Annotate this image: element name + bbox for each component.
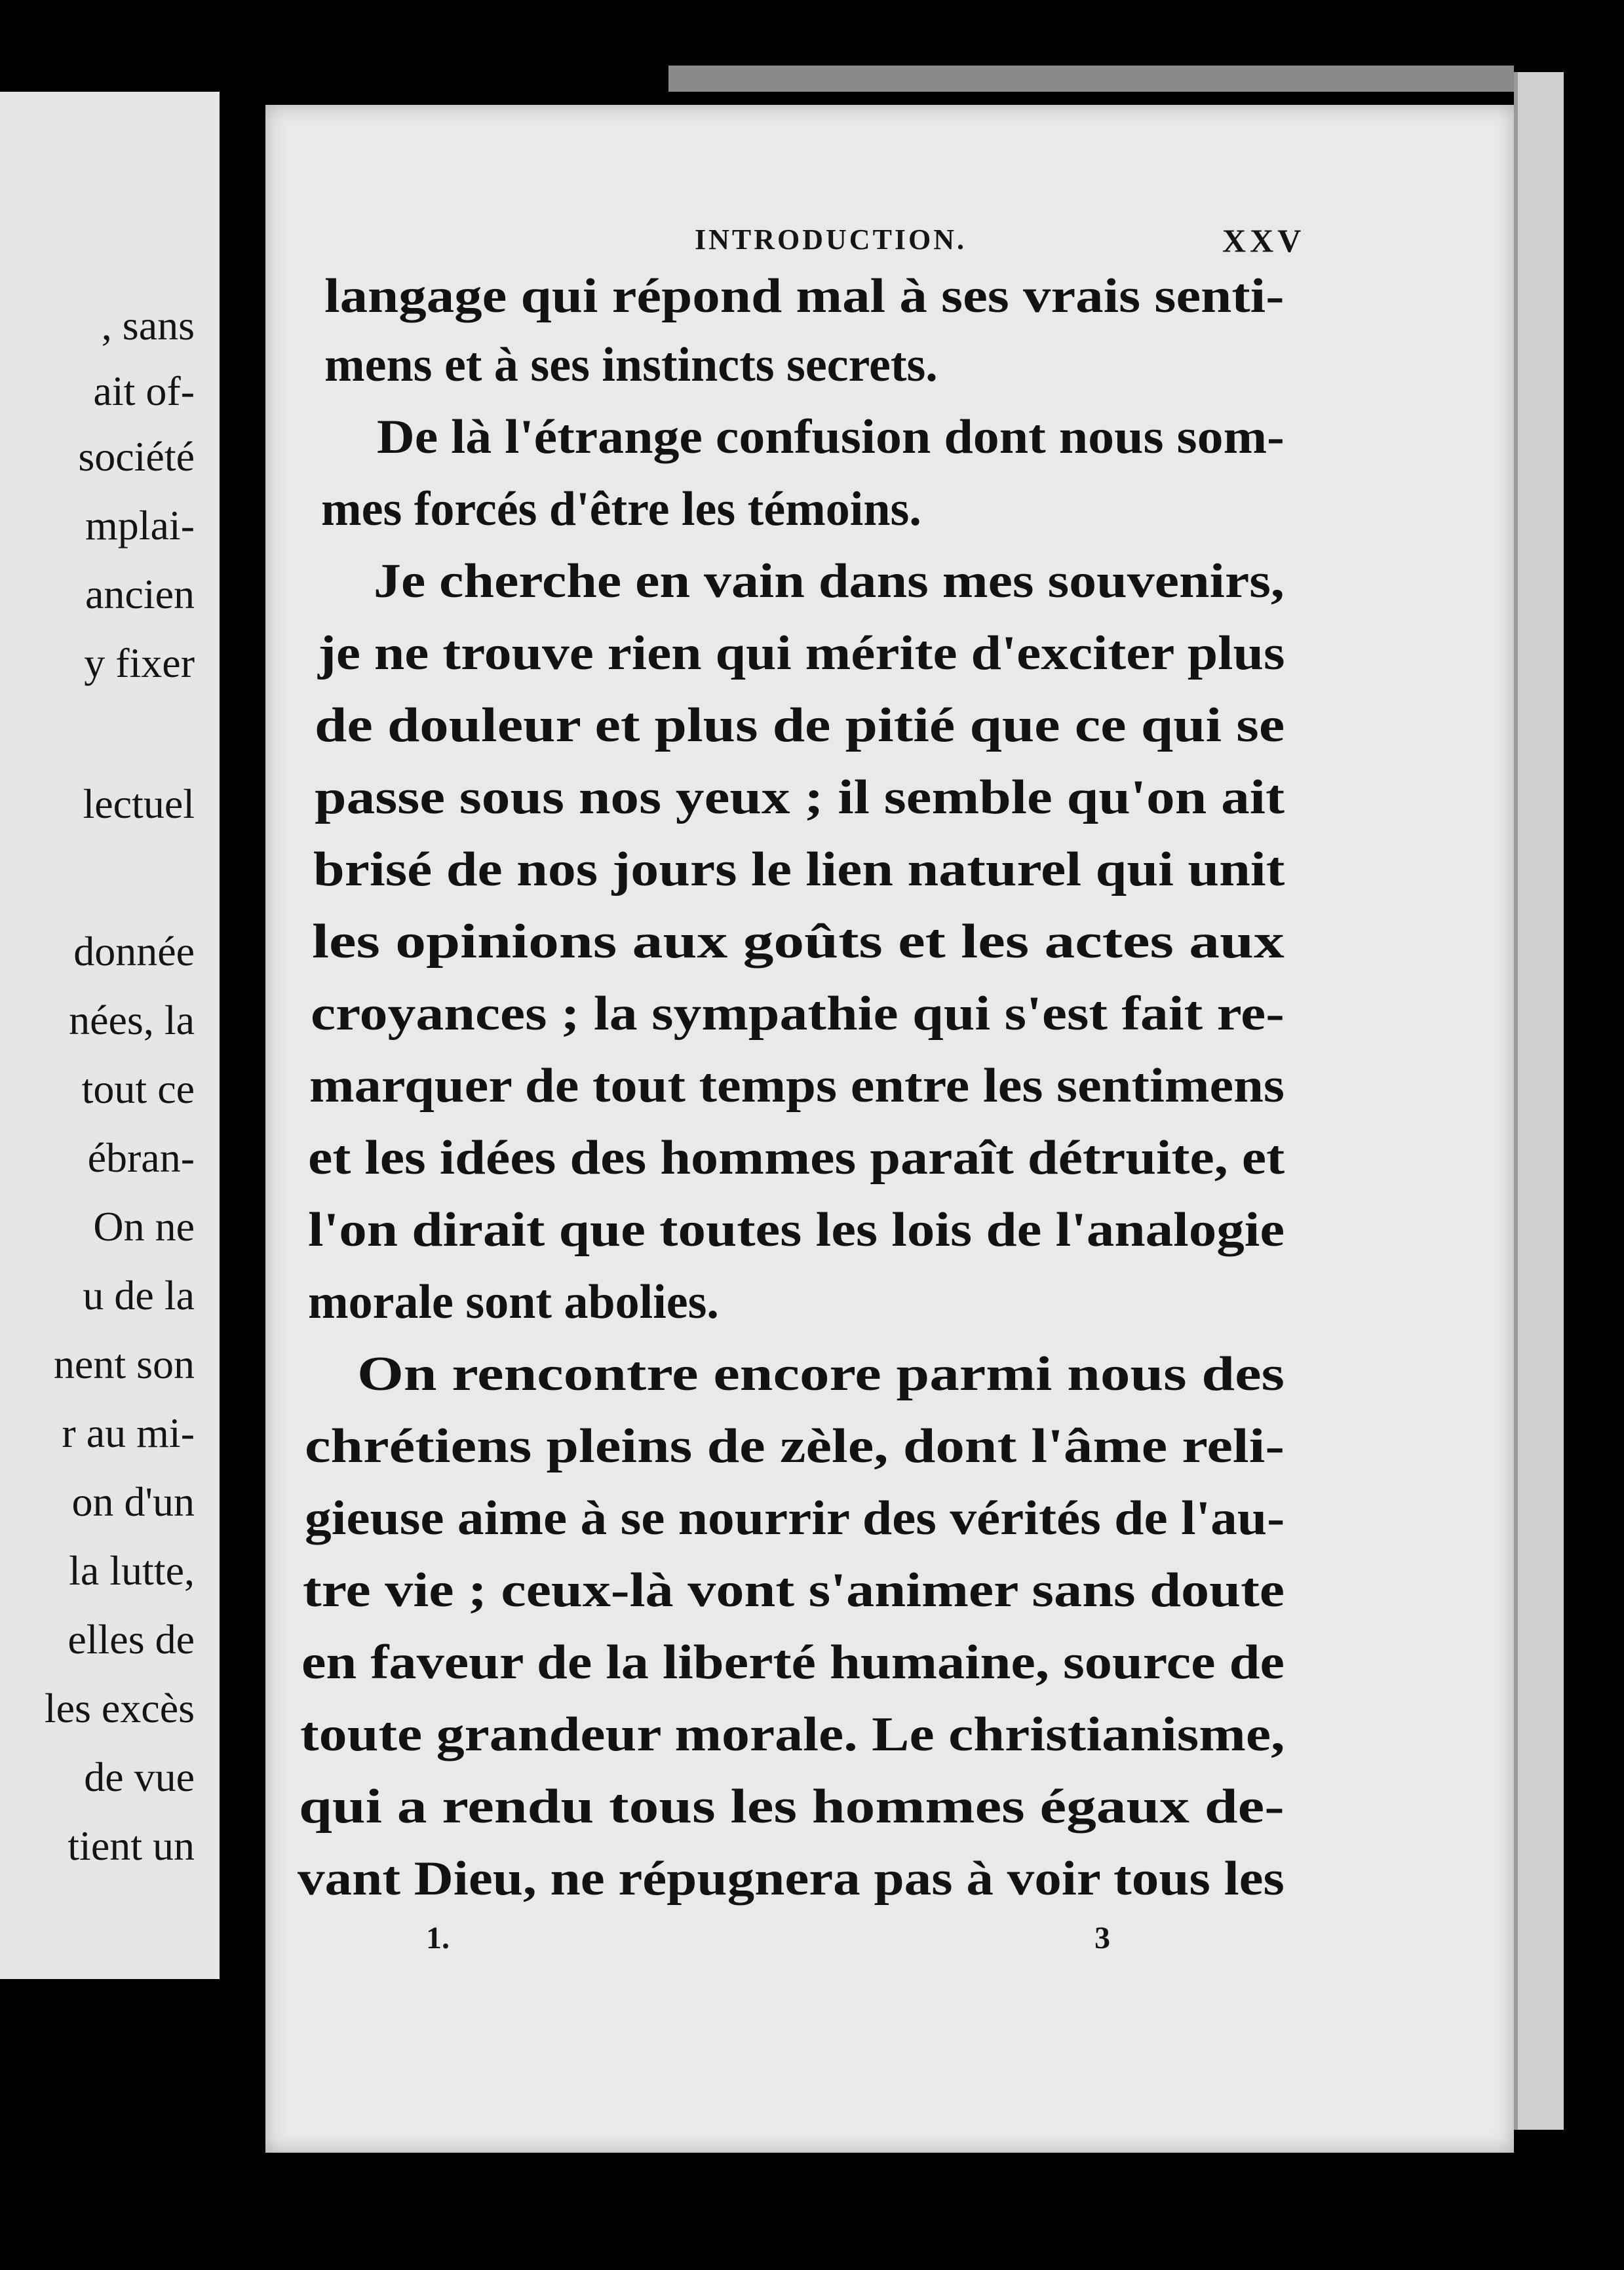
left-page-line: u de la xyxy=(83,1272,195,1318)
left-page-line: mplai- xyxy=(85,502,195,548)
body-line: en faveur de la liberté humaine, source de xyxy=(301,1636,1285,1689)
page-top-edge xyxy=(668,66,1514,92)
body-line: tre vie ; ceux-là vont s'animer sans doute xyxy=(303,1564,1285,1617)
body-line: passe sous nos yeux ; il semble qu'on ait xyxy=(315,771,1285,824)
body-line: qui a rendu tous les hommes égaux de- xyxy=(299,1780,1285,1834)
body-line: De là l'étrange confusion dont nous som- xyxy=(377,410,1285,464)
body-line: mens et à ses instincts secrets. xyxy=(324,338,938,392)
left-page-line: la lutte, xyxy=(69,1547,195,1594)
left-page-fragment xyxy=(0,92,220,1979)
left-page-line: On ne xyxy=(93,1203,195,1250)
body-line: brisé de nos jours le lien naturel qui unit xyxy=(313,843,1285,896)
page-number: XXV xyxy=(1222,222,1305,259)
left-page-line: donnée xyxy=(73,928,195,974)
left-page-line: tient un xyxy=(68,1822,195,1869)
left-page-line: nent son xyxy=(53,1341,195,1387)
body-line: de douleur et plus de pitié que ce qui se xyxy=(315,699,1285,752)
left-page-line: y fixer xyxy=(84,640,195,686)
left-page-line: on d'un xyxy=(71,1478,195,1525)
left-page-line: tout ce xyxy=(81,1066,195,1112)
body-line: langage qui répond mal à ses vrais senti- xyxy=(324,269,1285,323)
body-line: croyances ; la sympathie qui s'est fait re- xyxy=(311,987,1285,1041)
left-page-line: les excès xyxy=(44,1685,195,1731)
body-line: je ne trouve rien qui mérite d'exciter plus xyxy=(318,626,1285,680)
body-line: morale sont abolies. xyxy=(308,1275,719,1329)
running-head: INTRODUCTION. xyxy=(695,223,967,256)
body-line: marquer de tout temps entre les sentimens xyxy=(309,1059,1285,1113)
left-page-line: ébran- xyxy=(87,1134,195,1181)
page-fore-edge xyxy=(1514,72,1564,2130)
left-page-line: r au mi- xyxy=(62,1410,195,1456)
left-page-line: de vue xyxy=(84,1754,195,1800)
left-page-line: nées, la xyxy=(69,997,195,1043)
body-line: mes forcés d'être les témoins. xyxy=(321,482,921,536)
left-page-line: ancien xyxy=(85,571,195,617)
body-line: chrétiens pleins de zèle, dont l'âme reli- xyxy=(305,1419,1285,1473)
left-page-line: , sans xyxy=(101,302,195,349)
signature-mark-left: 1. xyxy=(426,1921,450,1955)
signature-mark-right: 3 xyxy=(1094,1921,1110,1955)
left-page-line: société xyxy=(78,433,195,480)
body-line: et les idées des hommes paraît détruite, et xyxy=(308,1131,1285,1185)
left-page-line: ait of- xyxy=(93,368,195,414)
left-page-line: lectuel xyxy=(83,780,195,827)
body-line: gieuse aime à se nourrir des vérités de l'au- xyxy=(305,1491,1285,1545)
body-line: les opinions aux goûts et les actes aux xyxy=(312,915,1285,969)
body-line: l'on dirait que toutes les lois de l'analogie xyxy=(308,1203,1285,1257)
body-line: On rencontre encore parmi nous des xyxy=(357,1347,1285,1401)
left-page-line: elles de xyxy=(68,1616,195,1663)
body-line: vant Dieu, ne répugnera pas à voir tous les xyxy=(298,1852,1285,1906)
body-line: Je cherche en vain dans mes souvenirs, xyxy=(374,554,1285,608)
body-line: toute grandeur morale. Le christianisme, xyxy=(300,1708,1285,1761)
